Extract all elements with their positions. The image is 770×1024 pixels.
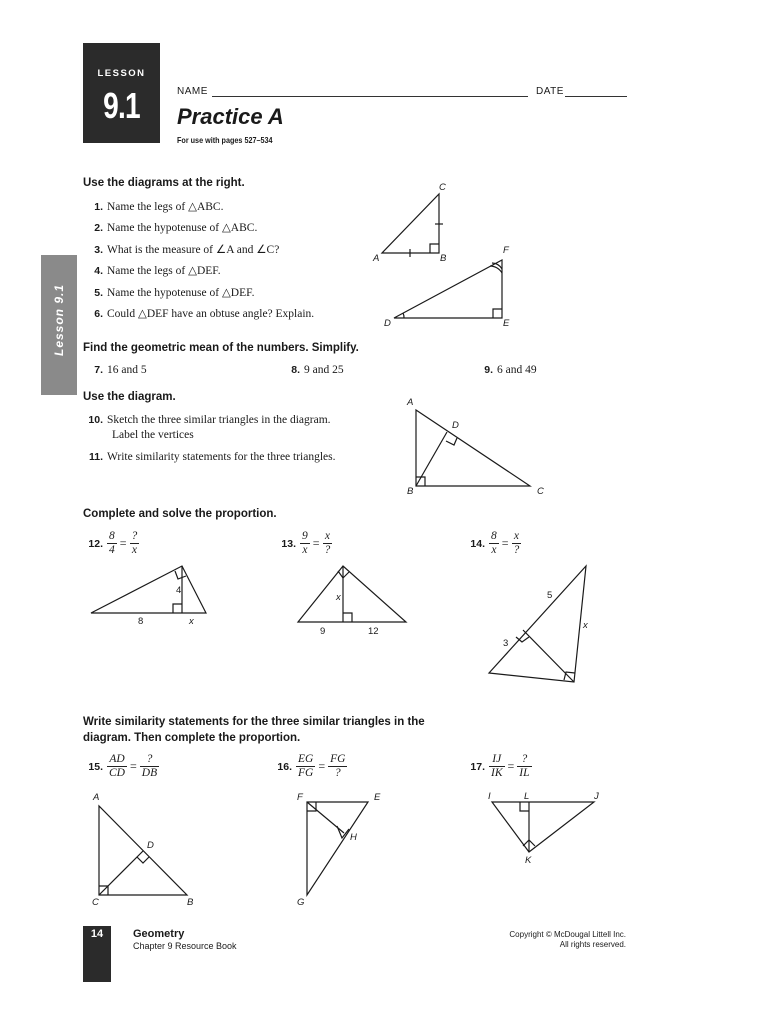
triangle-shape xyxy=(489,566,586,682)
numerator: 8 xyxy=(109,530,115,542)
date-label: DATE xyxy=(536,86,564,97)
right-angle-mark xyxy=(430,244,439,253)
altitude-line xyxy=(523,630,574,682)
triangle-14 xyxy=(489,566,586,682)
page-subtitle: For use with pages 527–534 xyxy=(177,135,273,145)
label-d: D xyxy=(384,318,391,329)
numerator: AD xyxy=(107,753,127,767)
question-text: Sketch the three similar triangles in the diagram. xyxy=(107,414,331,426)
section5-heading-line2: diagram. Then complete the proportion. xyxy=(83,732,301,744)
book-title: Geometry xyxy=(133,928,185,940)
copyright-line1: Copyright © McDougal Littell Inc. xyxy=(509,930,626,939)
numerator: ? xyxy=(517,753,531,767)
denominator: ? xyxy=(334,767,341,779)
right-angle-mark xyxy=(343,613,352,622)
question-number: 5. xyxy=(94,287,103,299)
label-b: B xyxy=(407,486,414,497)
question-number: 10. xyxy=(88,414,103,426)
question-number: 16. xyxy=(277,761,292,774)
altitude-line xyxy=(416,432,447,486)
side-label: 12 xyxy=(368,626,379,637)
equals: = xyxy=(507,759,515,773)
question-number: 1. xyxy=(94,201,103,213)
question-number: 8. xyxy=(291,364,300,376)
label-d: D xyxy=(452,420,459,431)
denominator: IL xyxy=(519,767,530,779)
side-label: x xyxy=(583,620,588,631)
question-number: 7. xyxy=(94,364,103,376)
triangle-shape xyxy=(492,802,594,852)
question-number: 2. xyxy=(94,222,103,234)
question-text: Name the legs of △ABC. xyxy=(107,201,224,213)
numerator: x xyxy=(323,530,333,544)
triangle-shape xyxy=(307,802,368,895)
denominator: 4 xyxy=(109,544,115,556)
triangle-def-shape xyxy=(394,260,502,318)
side-label: 5 xyxy=(547,590,553,601)
label-l: L xyxy=(524,791,530,802)
question-number: 9. xyxy=(484,364,493,376)
denominator: ? xyxy=(324,544,331,556)
numerator: IJ xyxy=(489,753,505,767)
section4-heading: Complete and solve the proportion. xyxy=(83,508,277,520)
denominator: IK xyxy=(491,767,503,779)
label-e: E xyxy=(503,318,510,329)
triangle-12 xyxy=(91,566,206,613)
side-label: 9 xyxy=(320,626,326,637)
book-subtitle: Chapter 9 Resource Book xyxy=(133,941,237,951)
question-text: Could △DEF have an obtuse angle? Explain. xyxy=(107,308,315,320)
side-label: 3 xyxy=(503,638,509,649)
side-label: 8 xyxy=(138,616,144,627)
lesson-word: LESSON xyxy=(97,68,146,79)
denominator: ? xyxy=(513,544,520,556)
question-text: 9 and 25 xyxy=(304,364,344,376)
right-angle-mark xyxy=(520,802,529,811)
triangle-13 xyxy=(298,566,406,622)
question-text: Write similarity statements for the three triangles. xyxy=(107,451,336,463)
triangle-16 xyxy=(307,802,368,895)
question-number: 4. xyxy=(94,265,103,277)
label-e: E xyxy=(374,792,381,803)
section5-heading-line1: Write similarity statements for the three similar triangles in the xyxy=(83,716,425,728)
denominator: CD xyxy=(109,767,125,779)
label-a: A xyxy=(407,397,414,408)
question-number: 12. xyxy=(88,538,103,551)
label-f: F xyxy=(297,792,303,803)
question-number: 17. xyxy=(470,761,485,774)
equals: = xyxy=(318,759,326,773)
label-a: A xyxy=(373,253,380,264)
name-label: NAME xyxy=(177,86,208,97)
lesson-number: 9.1 xyxy=(103,85,140,126)
denominator: x xyxy=(131,544,137,556)
question-number: 6. xyxy=(94,308,103,320)
question-number: 3. xyxy=(94,244,103,256)
right-angle-mark xyxy=(446,438,457,445)
label-a: A xyxy=(93,792,100,803)
question-text: 6 and 49 xyxy=(497,364,537,376)
numerator: FG xyxy=(330,753,346,765)
triangle-abc-altitude xyxy=(416,410,530,486)
question-number: 11. xyxy=(88,451,103,463)
label-c: C xyxy=(537,486,544,497)
equals: = xyxy=(119,536,127,550)
right-angle-mark xyxy=(493,309,502,318)
section3-heading: Use the diagram. xyxy=(83,391,176,403)
label-b: B xyxy=(440,253,447,264)
page-title: Practice A xyxy=(177,104,284,129)
numerator: ? xyxy=(131,530,138,542)
equals: = xyxy=(312,536,320,550)
label-h: H xyxy=(350,832,357,843)
numerator: x xyxy=(512,530,522,544)
label-c: C xyxy=(439,182,446,193)
label-k: K xyxy=(525,855,532,866)
denominator: FG xyxy=(298,767,314,779)
question-10-line2: Label the vertices xyxy=(112,429,194,441)
question-text: Name the hypotenuse of △DEF. xyxy=(107,287,255,299)
label-f: F xyxy=(503,245,509,256)
denominator: x xyxy=(302,544,308,556)
right-angle-mark xyxy=(173,604,182,613)
equals: = xyxy=(501,536,509,550)
numerator: ? xyxy=(140,753,159,767)
numerator: 9 xyxy=(302,530,308,542)
equals: = xyxy=(129,759,137,773)
label-g: G xyxy=(297,897,305,908)
question-number: 13. xyxy=(281,538,296,551)
question-number: 15. xyxy=(88,761,103,774)
question-text: What is the measure of ∠A and ∠C? xyxy=(107,244,280,256)
copyright-line2: All rights reserved. xyxy=(559,940,626,949)
side-label: 4 xyxy=(176,585,182,596)
triangle-shape xyxy=(91,566,206,613)
label-j: J xyxy=(594,791,599,802)
label-i: I xyxy=(488,791,491,802)
section1-heading: Use the diagrams at the right. xyxy=(83,177,245,189)
page-number: 14 xyxy=(90,928,104,940)
section2-heading: Find the geometric mean of the numbers. Simplify. xyxy=(83,342,359,354)
triangle-15 xyxy=(99,806,187,895)
question-text: Name the hypotenuse of △ABC. xyxy=(107,222,258,234)
right-angle-mark xyxy=(137,857,149,863)
altitude-line xyxy=(99,851,143,895)
question-number: 14. xyxy=(470,538,485,551)
triangle-shape xyxy=(416,410,530,486)
question-text: Name the legs of △DEF. xyxy=(107,265,221,277)
triangle-17 xyxy=(492,802,594,852)
right-angle-mark xyxy=(564,672,575,680)
numerator: 8 xyxy=(491,530,497,542)
page-number-box xyxy=(83,926,111,982)
side-label: x xyxy=(189,616,194,627)
question-text: 16 and 5 xyxy=(107,364,147,376)
side-tab-label: Lesson 9.1 xyxy=(52,283,66,357)
right-angle-mark xyxy=(175,571,186,579)
angle-arc xyxy=(403,313,404,318)
triangle-abc xyxy=(382,194,443,257)
label-c: C xyxy=(92,897,99,908)
label-b: B xyxy=(187,897,194,908)
denominator: x xyxy=(491,544,497,556)
triangle-def xyxy=(394,260,502,318)
label-d: D xyxy=(147,840,154,851)
side-label: x xyxy=(336,592,341,603)
numerator: EG xyxy=(298,753,314,765)
denominator: DB xyxy=(141,767,158,779)
